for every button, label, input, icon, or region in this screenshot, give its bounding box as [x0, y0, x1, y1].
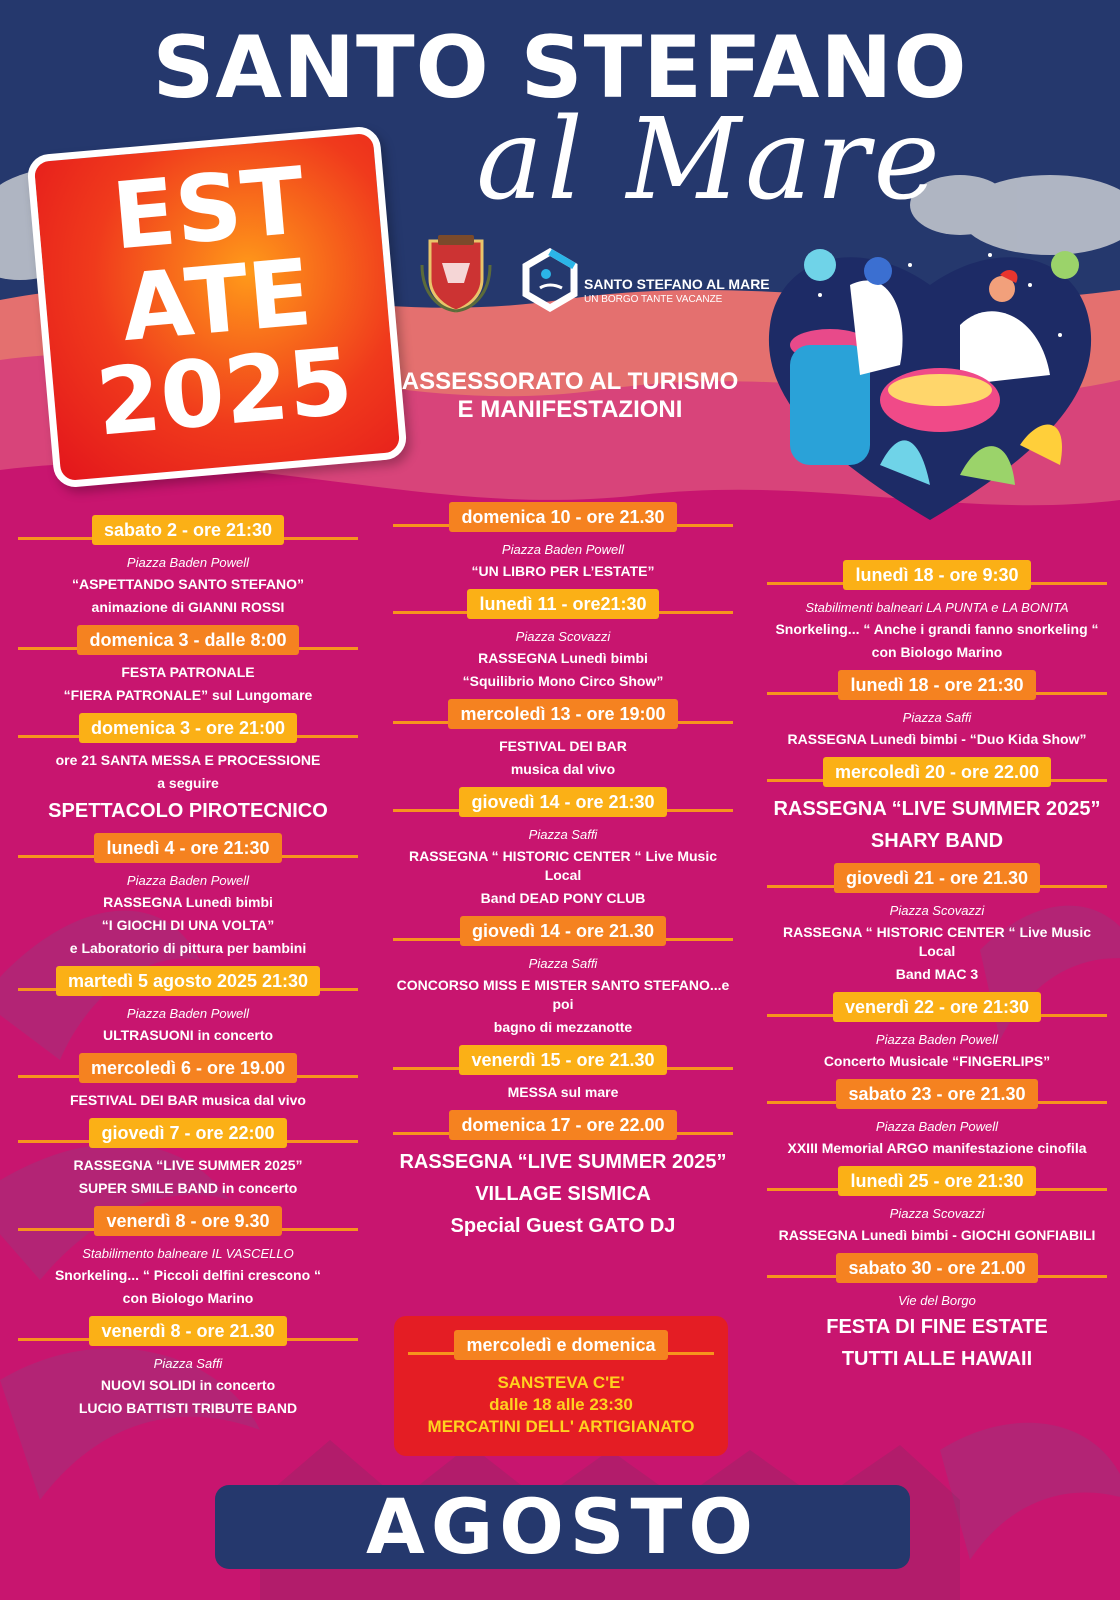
event-date-pill: venerdì 8 - ore 21.30 — [89, 1316, 286, 1346]
badge-line-2: ATE — [117, 238, 316, 363]
beach-logo-icon — [522, 248, 578, 312]
event-venue: Piazza Saffi — [153, 1356, 223, 1371]
badge-line-3: 2025 — [92, 327, 357, 457]
event-item — [18, 1206, 358, 1308]
event-date-pill: lunedì 4 - ore 21:30 — [94, 833, 281, 863]
event-item — [18, 625, 358, 705]
office-line-2: E MANIFESTAZIONI — [457, 396, 683, 423]
event-venue: Vie del Borgo — [898, 1293, 976, 1308]
office-line-1: ASSESSORATO AL TURISMO — [401, 368, 739, 395]
event-venue: Piazza Baden Powell — [875, 1032, 999, 1047]
event-description: RASSEGNA Lunedì bimbi - GIOCHI GONFIABILI — [778, 1227, 1096, 1243]
event-description: RASSEGNA “ HISTORIC CENTER “ Live Music Local — [408, 848, 718, 883]
event-description: a seguire — [157, 775, 219, 791]
event-date-pill: lunedì 25 - ore 21:30 — [838, 1166, 1035, 1196]
event-item — [18, 713, 358, 825]
event-item — [393, 1110, 733, 1240]
event-item — [393, 787, 733, 908]
event-venue: Piazza Baden Powell — [126, 555, 250, 570]
event-venue: Stabilimenti balneari LA PUNTA e LA BONITA — [805, 600, 1069, 615]
month-banner: AGOSTO — [215, 1485, 910, 1569]
event-item — [767, 992, 1107, 1071]
event-headline: RASSEGNA “LIVE SUMMER 2025” — [399, 1151, 727, 1173]
market-box — [394, 1316, 728, 1456]
event-date-pill: giovedì 14 - ore 21.30 — [460, 916, 666, 946]
event-date-pill: domenica 3 - ore 21:00 — [79, 713, 297, 743]
event-item — [767, 1079, 1107, 1158]
event-item — [393, 699, 733, 779]
event-headline: VILLAGE SISMICA — [475, 1183, 651, 1205]
events-column-2 — [393, 502, 733, 1248]
event-venue: Piazza Baden Powell — [875, 1119, 999, 1134]
event-description: RASSEGNA “LIVE SUMMER 2025” — [73, 1157, 303, 1173]
logo-tagline: UN BORGO TANTE VACANZE — [584, 294, 723, 305]
event-date-pill: domenica 10 - ore 21.30 — [449, 502, 676, 532]
event-headline: SHARY BAND — [870, 830, 1004, 852]
event-date-header — [393, 502, 733, 536]
event-date-header — [393, 916, 733, 950]
event-item — [767, 863, 1107, 984]
event-date-pill: venerdì 8 - ore 9.30 — [94, 1206, 281, 1236]
event-venue: Piazza Saffi — [528, 827, 598, 842]
event-headline: SPETTACOLO PIROTECNICO — [48, 800, 328, 822]
event-item — [18, 1316, 358, 1418]
event-item — [767, 1253, 1107, 1373]
event-description: “FIERA PATRONALE” sul Lungomare — [63, 687, 313, 703]
tourism-logo — [522, 248, 792, 318]
event-date-header — [767, 670, 1107, 704]
event-description: e Laboratorio di pittura per bambini — [69, 940, 307, 956]
event-date-header — [767, 1166, 1107, 1200]
event-date-pill: venerdì 15 - ore 21.30 — [459, 1045, 666, 1075]
event-date-pill: domenica 3 - dalle 8:00 — [77, 625, 298, 655]
event-date-pill: sabato 2 - ore 21:30 — [92, 515, 284, 545]
event-date-header — [767, 1253, 1107, 1287]
event-item — [18, 515, 358, 617]
drummers-illustration-icon — [760, 225, 1100, 525]
event-headline: Special Guest GATO DJ — [450, 1215, 676, 1237]
event-description: FESTA PATRONALE — [121, 664, 255, 680]
event-date-header — [767, 992, 1107, 1026]
market-line-2: dalle 18 alle 23:30 — [489, 1395, 633, 1414]
event-item — [767, 757, 1107, 855]
market-date-pill: mercoledì e domenica — [454, 1330, 667, 1360]
market-line-1: SANSTEVA C'E' — [497, 1373, 625, 1392]
event-venue: Piazza Saffi — [902, 710, 972, 725]
event-date-header — [18, 1053, 358, 1087]
event-item — [767, 670, 1107, 749]
event-venue: Piazza Scovazzi — [515, 629, 611, 644]
event-description: CONCORSO MISS E MISTER SANTO STEFANO...e poi — [396, 977, 730, 1012]
title-subtitle: al Mare — [476, 95, 944, 225]
event-item — [18, 1118, 358, 1198]
event-date-pill: mercoledì 13 - ore 19:00 — [448, 699, 677, 729]
office-label — [400, 368, 740, 424]
market-line-3: MERCATINI DELL' ARTIGIANATO — [427, 1417, 695, 1436]
event-date-pill: mercoledì 6 - ore 19.00 — [79, 1053, 297, 1083]
event-date-header — [18, 833, 358, 867]
event-description: SUPER SMILE BAND in concerto — [78, 1180, 298, 1196]
event-description: Snorkeling... “ Piccoli delfini crescono “ — [54, 1267, 322, 1283]
market-header — [394, 1330, 728, 1364]
event-description: NUOVI SOLIDI in concerto — [100, 1377, 276, 1393]
event-headline: RASSEGNA “LIVE SUMMER 2025” — [773, 798, 1101, 820]
event-date-pill: lunedì 18 - ore 21:30 — [838, 670, 1035, 700]
event-item — [18, 833, 358, 958]
event-item — [18, 1053, 358, 1110]
event-venue: Piazza Baden Powell — [126, 873, 250, 888]
event-description: RASSEGNA “ HISTORIC CENTER “ Live Music Local — [782, 924, 1092, 959]
event-item — [393, 589, 733, 691]
municipal-crest-icon — [420, 235, 492, 313]
event-date-pill: giovedì 14 - ore 21:30 — [459, 787, 666, 817]
event-description: “ASPETTANDO SANTO STEFANO” — [71, 576, 305, 592]
event-date-header — [393, 1110, 733, 1144]
event-description: Snorkeling... “ Anche i grandi fanno snorkeling “ — [775, 621, 1099, 637]
event-date-pill: giovedì 21 - ore 21.30 — [834, 863, 1040, 893]
events-column-3 — [767, 560, 1107, 1381]
event-description: ore 21 SANTA MESSA E PROCESSIONE — [55, 752, 321, 768]
event-headline: FESTA DI FINE ESTATE — [826, 1316, 1048, 1338]
event-venue: Piazza Scovazzi — [889, 1206, 985, 1221]
event-date-header — [393, 589, 733, 623]
event-date-header — [767, 863, 1107, 897]
event-item — [767, 1166, 1107, 1245]
event-date-pill: lunedì 11 - ore21:30 — [467, 589, 658, 619]
event-date-header — [767, 757, 1107, 791]
event-date-header — [18, 515, 358, 549]
event-description: musica dal vivo — [510, 761, 616, 777]
event-date-pill: giovedì 7 - ore 22:00 — [89, 1118, 286, 1148]
badge-line-1: EST — [108, 147, 309, 271]
event-date-header — [18, 1316, 358, 1350]
event-venue: Piazza Scovazzi — [889, 903, 985, 918]
event-description: XXIII Memorial ARGO manifestazione cinofila — [787, 1140, 1087, 1156]
event-description: Band MAC 3 — [895, 966, 979, 982]
event-description: Concerto Musicale “FINGERLIPS” — [823, 1053, 1051, 1069]
estate-badge — [26, 125, 408, 489]
event-date-header — [767, 560, 1107, 594]
event-description: LUCIO BATTISTI TRIBUTE BAND — [78, 1400, 298, 1416]
event-item — [393, 916, 733, 1037]
event-date-header — [18, 713, 358, 747]
event-date-pill: lunedì 18 - ore 9:30 — [843, 560, 1030, 590]
event-description: RASSEGNA Lunedì bimbi - “Duo Kida Show” — [787, 731, 1087, 747]
event-date-header — [393, 699, 733, 733]
event-description: MESSA sul mare — [507, 1084, 619, 1100]
event-date-header — [18, 625, 358, 659]
event-date-header — [18, 1118, 358, 1152]
event-item — [393, 502, 733, 581]
event-description: FESTIVAL DEI BAR musica dal vivo — [70, 1092, 306, 1108]
event-date-pill: domenica 17 - ore 22.00 — [449, 1110, 676, 1140]
event-item — [18, 966, 358, 1045]
event-description: “I GIOCHI DI UNA VOLTA” — [101, 917, 275, 933]
event-item — [393, 1045, 733, 1102]
event-venue: Stabilimento balneare IL VASCELLO — [82, 1246, 294, 1261]
title-main: SANTO STEFANO — [152, 18, 968, 118]
event-venue: Piazza Saffi — [528, 956, 598, 971]
event-date-header — [18, 966, 358, 1000]
event-description: RASSEGNA Lunedì bimbi — [478, 650, 648, 666]
event-description: “Squilibrio Mono Circo Show” — [462, 673, 664, 689]
event-description: bagno di mezzanotte — [493, 1019, 633, 1035]
event-description: RASSEGNA Lunedì bimbi — [103, 894, 273, 910]
event-item — [767, 560, 1107, 662]
event-description: “UN LIBRO PER L’ESTATE” — [471, 563, 655, 579]
event-date-pill: venerdì 22 - ore 21:30 — [833, 992, 1041, 1022]
logo-name: SANTO STEFANO AL MARE — [584, 276, 770, 292]
event-description: con Biologo Marino — [871, 644, 1003, 660]
event-venue: Piazza Baden Powell — [126, 1006, 250, 1021]
event-venue: Piazza Baden Powell — [501, 542, 625, 557]
events-column-1 — [18, 515, 358, 1426]
event-description: ULTRASUONI in concerto — [102, 1027, 274, 1043]
event-description: FESTIVAL DEI BAR — [499, 738, 627, 754]
event-date-pill: mercoledì 20 - ore 22.00 — [823, 757, 1051, 787]
event-date-header — [393, 787, 733, 821]
event-description: con Biologo Marino — [122, 1290, 254, 1306]
event-date-header — [18, 1206, 358, 1240]
event-date-header — [393, 1045, 733, 1079]
event-description: Band DEAD PONY CLUB — [480, 890, 646, 906]
event-date-header — [767, 1079, 1107, 1113]
event-date-pill: sabato 30 - ore 21.00 — [836, 1253, 1037, 1283]
event-date-pill: sabato 23 - ore 21.30 — [836, 1079, 1037, 1109]
event-headline: TUTTI ALLE HAWAII — [841, 1348, 1033, 1370]
event-date-pill: martedì 5 agosto 2025 21:30 — [56, 966, 320, 996]
event-description: animazione di GIANNI ROSSI — [91, 599, 285, 615]
